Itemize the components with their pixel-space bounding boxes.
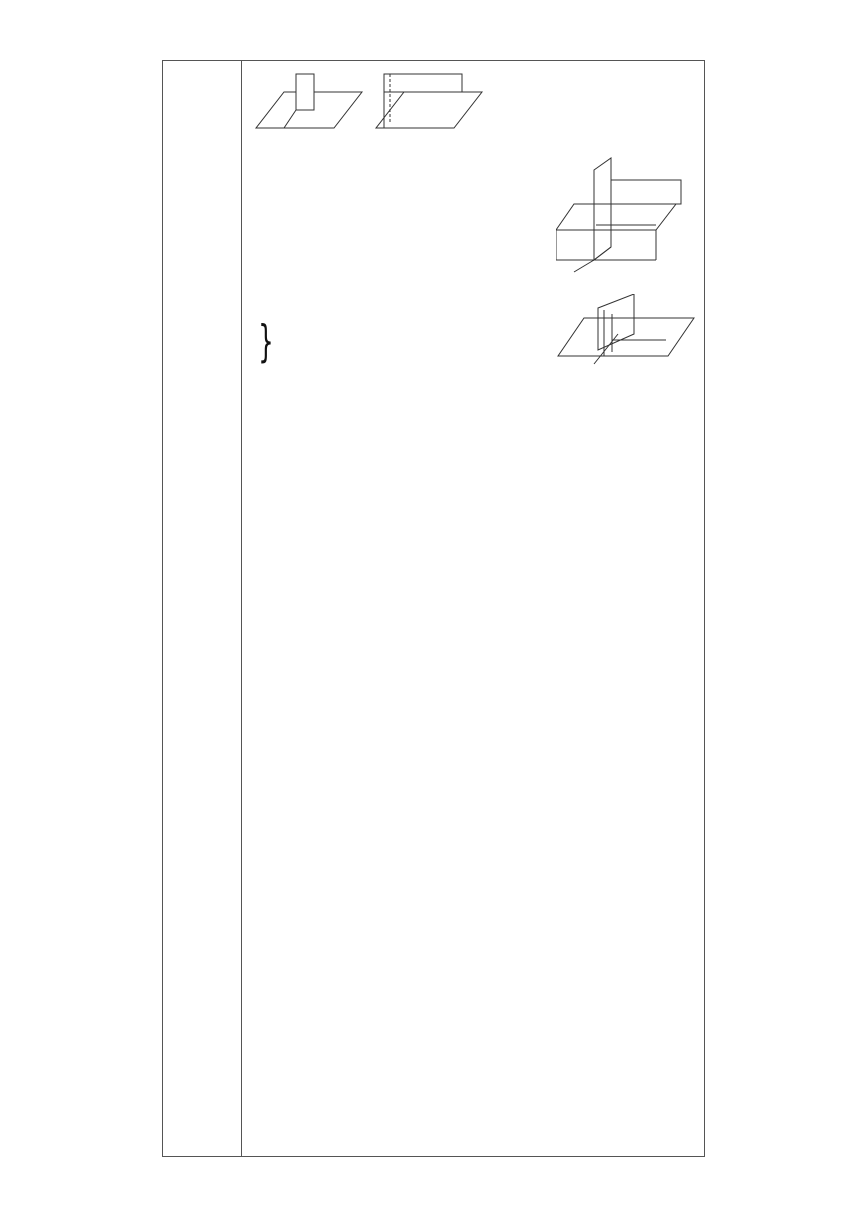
column-divider <box>704 61 705 1156</box>
lesson-content <box>248 64 696 396</box>
theorem-diagram <box>556 294 696 374</box>
right-dihedral-diagram <box>254 70 504 138</box>
right-dihedral-figures <box>248 70 696 138</box>
column-divider <box>241 61 242 1156</box>
brace-symbol: } <box>258 316 274 368</box>
figure-19-1-diagram <box>556 152 696 282</box>
symbol-statement <box>248 292 696 374</box>
figure-19-1-block <box>248 152 696 288</box>
symbol-expression <box>248 312 284 372</box>
figure-19-1 <box>556 152 696 288</box>
